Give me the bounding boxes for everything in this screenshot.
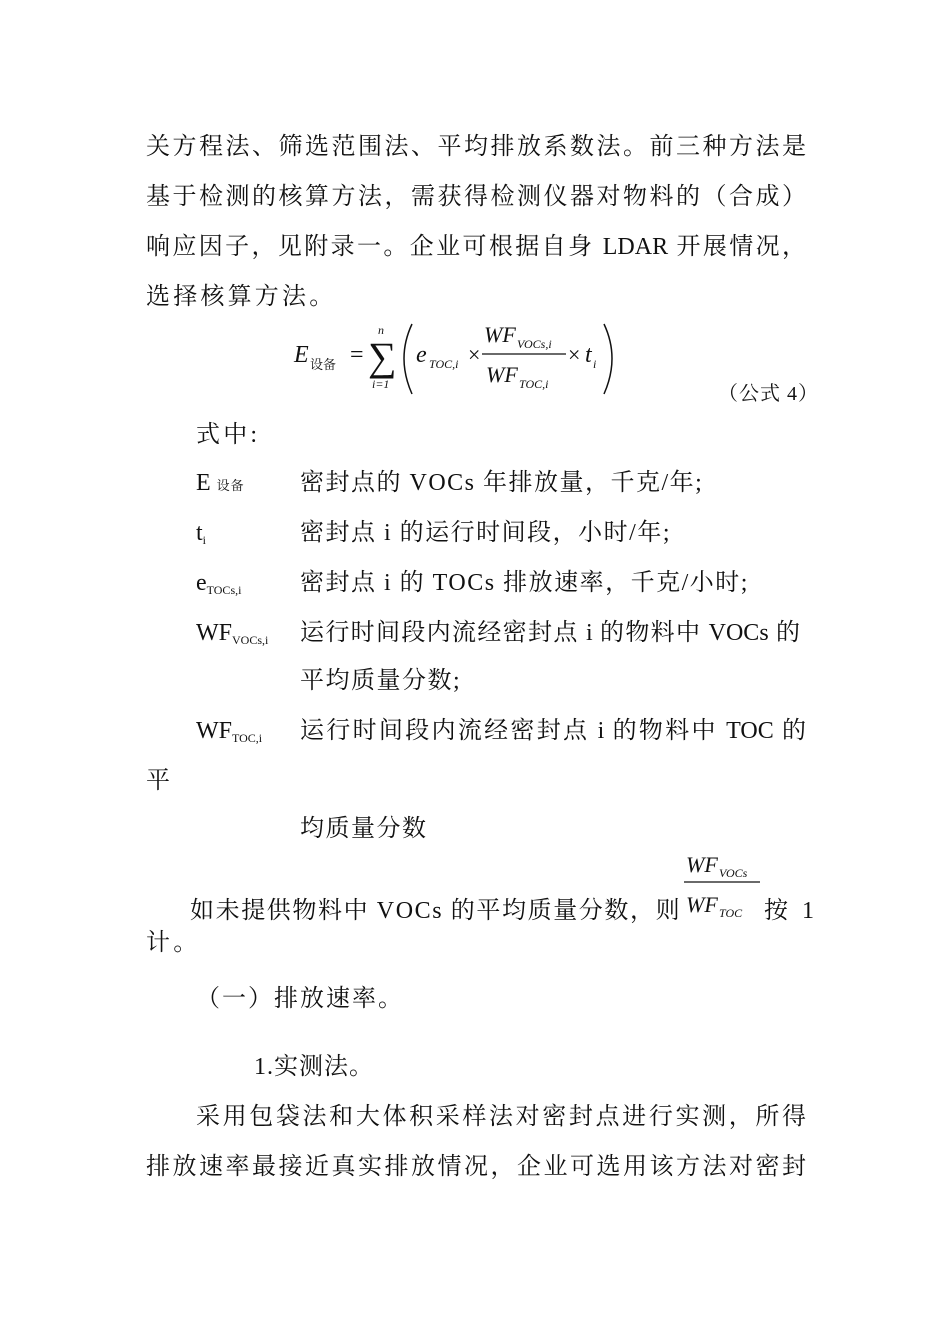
definition-description: 密封点 i 的运行时间段，小时/年; (300, 520, 672, 546)
definition-symbol: $e_{TOCs,i}$ (196, 570, 242, 597)
note-text: 如未提供物料中 VOCs 的平均质量分数，则 (190, 898, 682, 924)
paragraph-line: 采用包袋法和大体积采样法对密封点进行实测，所得 (196, 1104, 806, 1130)
definition-wrap-char: 平 (146, 768, 174, 794)
sum-sign: ∑ (368, 334, 397, 379)
right-paren (604, 324, 612, 394)
definition-symbol: $WF_{VOCs,i}$ (196, 620, 269, 647)
note-den-subscript: TOC (719, 906, 743, 920)
formula-den-symbol: WF (486, 362, 518, 387)
note-num-subscript: VOCs (719, 866, 748, 880)
formula-label: （公式 4） (718, 383, 819, 405)
formula-lhs-subscript: 设备 (310, 357, 337, 372)
formula-den-subscript: TOC,i (519, 377, 549, 391)
formula-num-symbol: WF (484, 322, 516, 347)
section-heading: （一）排放速率。 (196, 986, 404, 1012)
left-paren (404, 324, 412, 394)
definition-description: 密封点的 VOCs 年排放量，千克/年; (300, 470, 704, 496)
paragraph-line: 排放速率最接近真实排放情况，企业可选用该方法对密封 (146, 1154, 806, 1180)
formula-e-symbol: e (416, 342, 427, 368)
where-label: 式中: (196, 422, 261, 448)
definition-description: 运行时间段内流经密封点 i 的物料中 TOC 的 (300, 718, 806, 744)
note-num-symbol: WF (686, 852, 718, 877)
definition-symbol: $t_i$ (196, 520, 207, 547)
formula-num-subscript: VOCs,i (517, 337, 552, 351)
sum-lower: i=1 (372, 377, 390, 391)
formula-lhs-symbol: E (294, 342, 309, 368)
definition-description: 密封点 i 的 TOCs 排放速率，千克/小时; (300, 570, 749, 596)
definition-symbol: E设备 (196, 470, 245, 496)
formula-times-2: × (568, 342, 581, 367)
paragraph-line: 选择核算方法。 (146, 284, 337, 310)
definition-symbol: $WF_{TOC,i}$ (196, 718, 263, 745)
definition-description-cont: 平均质量分数; (300, 668, 462, 694)
paragraph-line: 响应因子，见附录一。企业可根据自身 LDAR 开展情况， (146, 234, 806, 260)
note-fraction (684, 846, 764, 922)
paragraph-line: 基于检测的核算方法，需获得检测仪器对物料的（合成） (146, 184, 806, 210)
formula-equation (288, 318, 628, 400)
note-wrap: 计。 (146, 930, 201, 956)
paragraph-line: 关方程法、筛选范围法、平均排放系数法。前三种方法是 (146, 134, 806, 160)
subsection-heading: 1.实测法。 (254, 1054, 374, 1080)
note-den-symbol: WF (686, 892, 718, 917)
formula-equals: = (350, 342, 364, 368)
definition-description-cont: 均质量分数 (300, 816, 428, 842)
definition-description: 运行时间段内流经密封点 i 的物料中 VOCs 的 (300, 620, 800, 646)
note-text-after: 按 1 (764, 898, 818, 924)
sum-upper: n (378, 323, 384, 337)
formula-times: × (468, 342, 481, 367)
formula-t-symbol: t (585, 342, 592, 368)
formula-e-subscript: TOC,i (429, 357, 459, 371)
formula-t-subscript: i (593, 357, 597, 371)
